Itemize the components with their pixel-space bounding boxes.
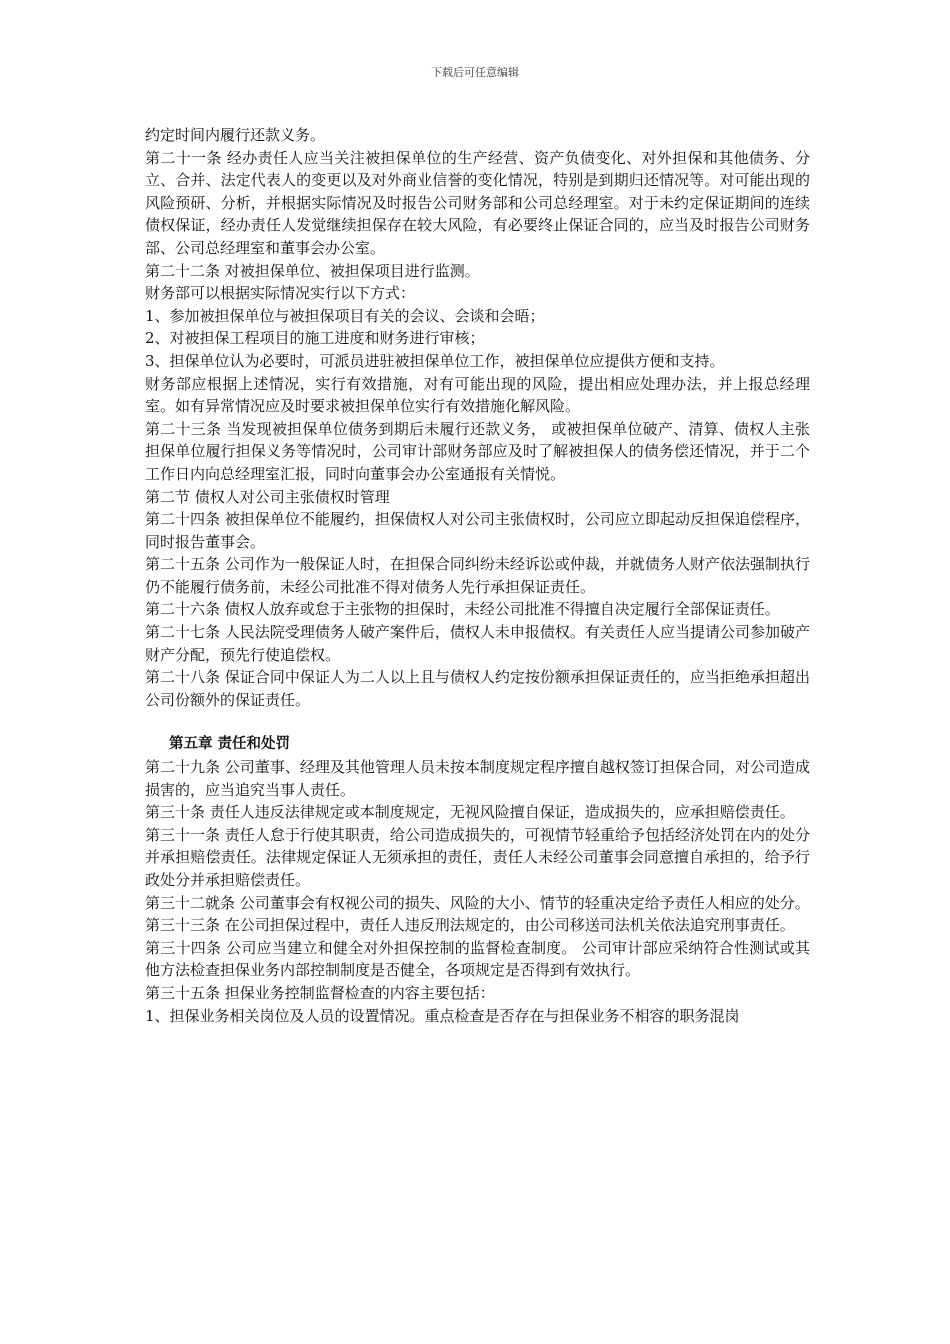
list-item: 1、担保业务相关岗位及人员的设置情况。重点检查是否存在与担保业务不相容的职务混岗 [145,1006,740,1025]
list-item: 3、担保单位认为必要时，可派员进驻被担保单位工作，被担保单位应提供方便和支持。 [145,351,725,370]
article-26: 第二十六条 债权人放弃或怠于主张物的担保时，未经公司批准不得擅自决定履行全部保证责任。 [145,600,780,619]
chapter-title: 第五章 责任和处罚 [169,736,291,753]
article-30: 第三十条 责任人违反法律规定或本制度规定，无视风险擅自保证，造成损失的，应承担赔偿责任。 [145,803,795,822]
list-item: 2、对被担保工程项目的施工进度和财务进行审核； [145,329,485,348]
article-27: 第二十七条 人民法院受理债务人破产案件后，债权人未申报债权。有关责任人应当提请公司参加破产财产分配，预先行使追偿权。 [145,623,810,664]
header-note: 下载后可任意编辑 [431,66,519,79]
article-28: 第二十八条 保证合同中保证人为二人以上且与债权人约定按份额承担保证责任的，应当拒绝承担超出公司份额外的保证责任。 [145,668,810,709]
section-heading: 第二节 债权人对公司主张债权时管理 [145,487,390,506]
article-21: 第二十一条 经办责任人应当关注被担保单位的生产经营、资产负债变化、对外担保和其他债务、分立、合并、法定代表人的变更以及对外商业信誉的变化情况，特别是到期归还情况等。对可能出现的风险预研、分析，并根据实际情况及时报告公司财务部和公司总经理室。对于未约定保证期间的连续债权保证，经办责任人发觉继续担保存在较大风险，有必要终止保证合同的，应当及时报告公司财务部、公司总经理室和董事会办公室。 [145,148,810,257]
article-34: 第三十四条 公司应当建立和健全对外担保控制的监督检查制度。 公司审计部应采纳符合性测试或其他方法检查担保业务内部控制制度是否健全，各项规定是否得到有效执行。 [145,938,810,980]
article-22: 第二十二条 对被担保单位、被担保项目进行监测。 [145,261,480,280]
paragraph: 约定时间内履行还款义务。 [145,126,326,144]
article-35: 第三十五条 担保业务控制监督检查的内容主要包括： [145,983,495,1002]
article-25: 第二十五条 公司作为一般保证人时，在担保合同纠纷未经诉讼或仲裁，并就债务人财产依法强制执行仍不能履行债务前，未经公司批准不得对债务人先行承担保证责任。 [145,555,810,596]
paragraph: 财务部应根据上述情况，实行有效措施，对有可能出现的风险，提出相应处理办法，并上报总经理室。如有异常情况应及时要求被担保单位实行有效措施化解风险。 [145,374,810,416]
article-33: 第三十三条 在公司担保过程中，责任人违反刑法规定的，由公司移送司法机关依法追究刑事责任。 [145,916,795,935]
article-29: 第二十九条 公司董事、经理及其他管理人员未按本制度规定程序擅自越权签订担保合同，对公司造成损害的，应当追究当事人责任。 [145,758,810,799]
list-item: 1、参加被担保单位与被担保项目有关的会议、会谈和会晤； [145,306,545,325]
article-24: 第二十四条 被担保单位不能履约，担保债权人对公司主张债权时，公司应立即起动反担保追偿程序，同时报告董事会。 [145,510,810,551]
article-32: 第三十二就条 公司董事会有权视公司的损失、风险的大小、情节的轻重决定给予责任人相应的处分。 [145,893,810,912]
article-31: 第三十一条 责任人怠于行使其职责，给公司造成损失的，可视情节轻重给予包括经济处罚在内的处分并承担赔偿责任。法律规定保证人无须承担的责任，责任人未经公司董事会同意擅自承担的，给予行政处分并承担赔偿责任。 [145,825,810,889]
paragraph: 财务部可以根据实际情况实行以下方式： [145,284,416,303]
blank-line [145,711,810,733]
article-23: 第二十三条 当发现被担保单位债务到期后未履行还款义务， 或被担保单位破产、清算、债权人主张担保单位履行担保义务等情况时，公司审计部财务部应及时了解被担保人的债务偿还情况，并于二个工作日内向总经理室汇报，同时向董事会办公室通报有关情悦。 [145,419,810,483]
document-body [145,124,810,1027]
